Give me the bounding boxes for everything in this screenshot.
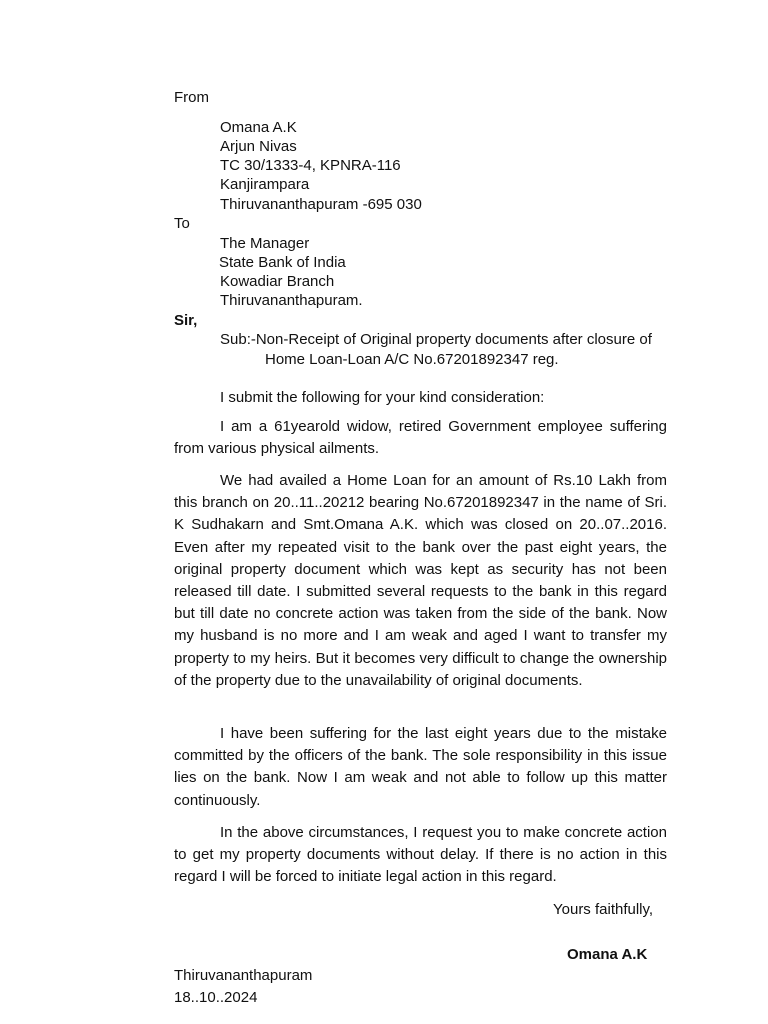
place: Thiruvananthapuram <box>174 967 313 984</box>
sender-locality: Kanjirampara <box>220 176 310 193</box>
recipient-city: Thiruvananthapuram. <box>220 292 363 309</box>
paragraph-1: I am a 61yearold widow, retired Government employee suffering from various physical ailments. <box>174 418 667 458</box>
sender-city: Thiruvananthapuram -695 030 <box>220 196 422 213</box>
signature-name: Omana A.K <box>567 946 648 963</box>
sender-street: TC 30/1333-4, KPNRA-116 <box>220 157 401 174</box>
date: 18..10..2024 <box>174 989 258 1006</box>
sender-house: Arjun Nivas <box>220 138 297 155</box>
paragraph-3: I have been suffering for the last eight years due to the mistake committed by the officers of the bank. The sole responsibility in this issue lies on the bank. Now I am weak and not able to follow up this matter continuously. <box>174 725 667 809</box>
recipient-bank: State Bank of India <box>219 254 346 271</box>
closing: Yours faithfully, <box>553 901 654 918</box>
recipient-title: The Manager <box>220 235 310 252</box>
subject-line-2: Home Loan-Loan A/C No.67201892347 reg. <box>265 351 559 368</box>
recipient-branch: Kowadiar Branch <box>220 273 335 290</box>
sender-name: Omana A.K <box>220 119 297 136</box>
intro-line: I submit the following for your kind consideration: <box>220 389 545 406</box>
subject-line-1: Sub:-Non-Receipt of Original property documents after closure of <box>220 331 652 348</box>
salutation: Sir, <box>174 312 198 329</box>
to-label: To <box>174 215 190 232</box>
from-label: From <box>174 89 209 106</box>
paragraph-4: In the above circumstances, I request you to make concrete action to get my property documents without delay. If there is no action in this regard I will be forced to initiate legal action in this regard. <box>174 824 667 886</box>
paragraph-2: We had availed a Home Loan for an amount of Rs.10 Lakh from this branch on 20..11..20212 bearing No.67201892347 in the name of Sri. K Sudhakarn and Smt.Omana A.K. which was closed on 20..07..2016. Even after my repeated visit to the bank over the past eight years, the original property document which was kept as security has not been released till date. I submitted several requests to the bank in this regard but till date no concrete action was taken from the side of the bank. Now my husband is no more and I am weak and aged I want to transfer my property to my heirs. But it becomes very difficult to change the ownership of the property due to the unavailability of original documents. <box>174 472 667 689</box>
